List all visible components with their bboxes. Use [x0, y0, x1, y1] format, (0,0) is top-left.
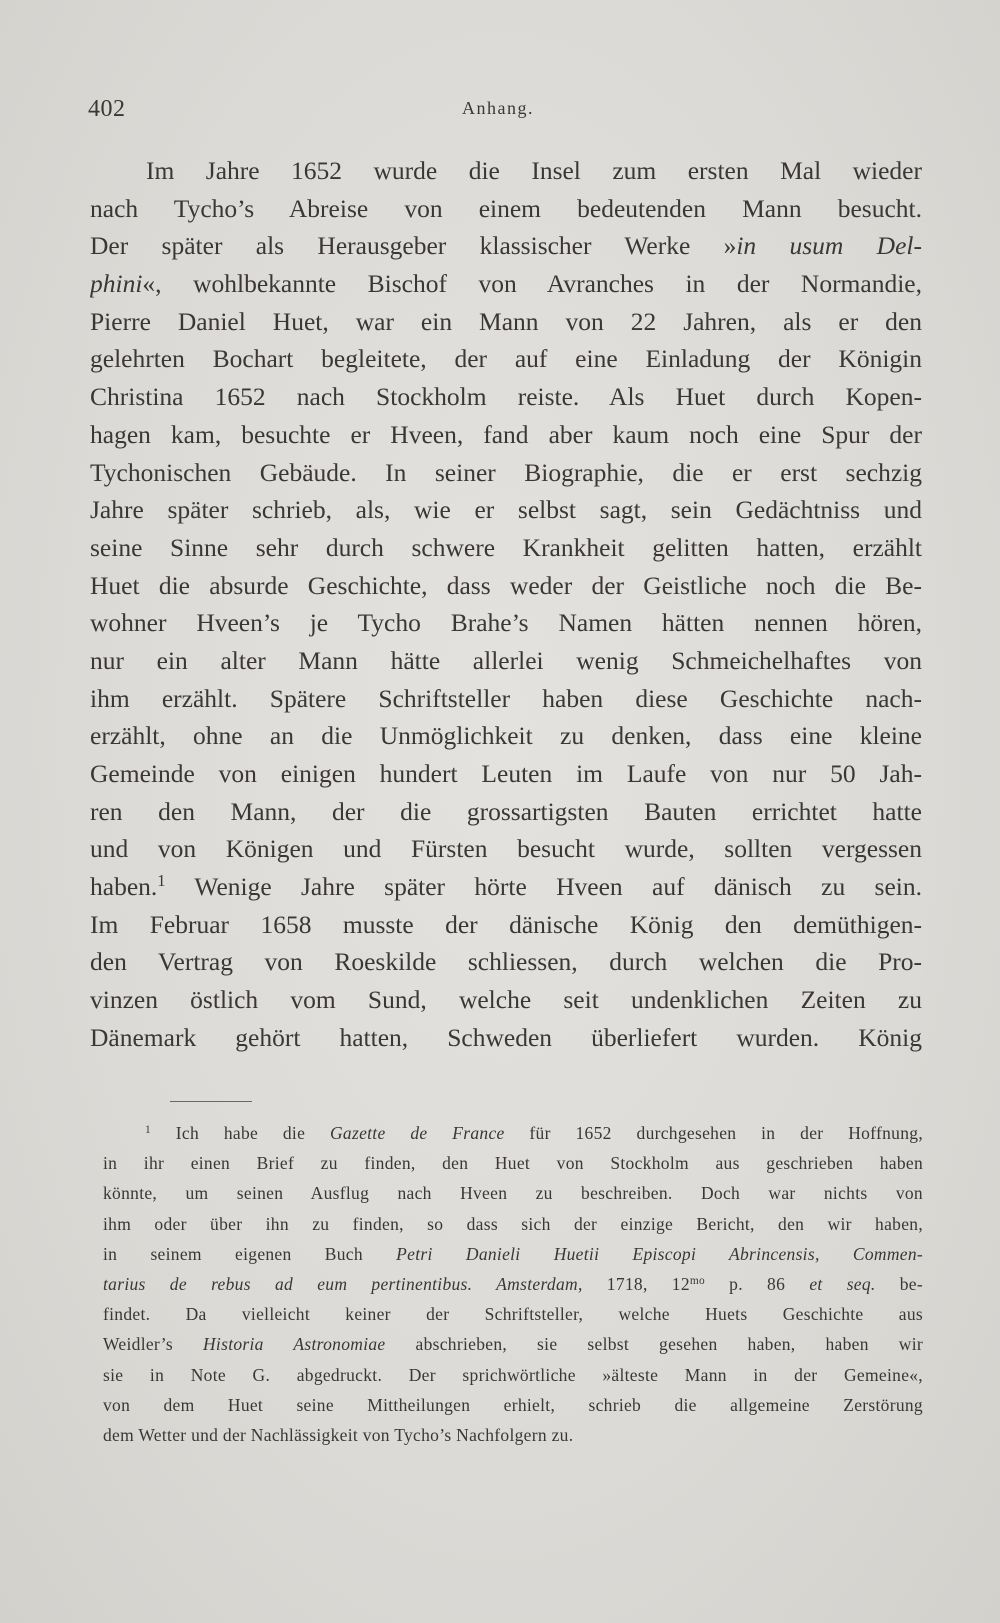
body-line: ihm erzählt. Spätere Schriftsteller haben diese Geschichte nach-: [90, 683, 922, 713]
body-line: Im Februar 1658 musste der dänische König den demüthigen-: [90, 909, 922, 939]
body-line: Im Jahre 1652 wurde die Insel zum ersten Mal wieder: [146, 156, 922, 185]
page-number: 402: [88, 96, 126, 122]
footnote-line: $^1$ Ich habe die Gazette de France für 1652 durchgesehen in der Hoffnung,: [145, 1123, 923, 1143]
body-line: Pierre Daniel Huet, war ein Mann von 22 Jahren, als er den: [90, 306, 922, 336]
footnote-line: dem Wetter und der Nachlässigkeit von Tycho’s Nachfolgern zu.: [103, 1424, 574, 1445]
footnote-line: von dem Huet seine Mittheilungen erhielt, schrieb die allgemeine Zerstörung: [103, 1394, 923, 1415]
footnote: [103, 1118, 923, 1450]
body-line: Christina 1652 nach Stockholm reiste. Als Huet durch Kopen-: [90, 382, 922, 412]
footnote-line: Weidler’s Historia Astronomiae abschrieben, sie selbst gesehen haben, haben wir: [103, 1334, 923, 1355]
body-line: vinzen östlich vom Sund, welche seit undenklichen Zeiten zu: [90, 985, 922, 1015]
footnote-line: sie in Note G. abgedruckt. Der sprichwörtliche »älteste Mann in der Gemeine«,: [103, 1364, 923, 1385]
body-line: Der später als Herausgeber klassischer Werke »in usum Del-: [90, 231, 922, 261]
body-line: und von Königen und Fürsten besucht wurde, sollten vergessen: [90, 834, 922, 864]
footnote-line: könnte, um seinen Ausflug nach Hveen zu beschreiben. Doch war nichts von: [103, 1183, 923, 1204]
body-text: [90, 152, 922, 1057]
footnote-line: in ihr einen Brief zu finden, den Huet von Stockholm aus geschrieben haben: [103, 1153, 923, 1174]
footnote-line: tarius de rebus ad eum pertinentibus. Amsterdam, 1718, $12^{mo}$ p. 86 et seq. be-: [103, 1273, 923, 1294]
body-line: hagen kam, besuchte er Hveen, fand aber kaum noch eine Spur der: [90, 419, 922, 449]
footnote-divider: [170, 1101, 252, 1102]
page-header: [88, 96, 908, 136]
body-line: nach Tycho’s Abreise von einem bedeutenden Mann besucht.: [90, 193, 922, 223]
body-line: Dänemark gehört hatten, Schweden überliefert wurden. König: [90, 1022, 922, 1052]
body-line: nur ein alter Mann hätte allerlei wenig Schmeichelhaftes von: [90, 645, 922, 675]
body-line: gelehrten Bochart begleitete, der auf eine Einladung der Königin: [90, 344, 922, 374]
body-line: wohner Hveen’s je Tycho Brahe’s Namen hätten nennen hören,: [90, 608, 922, 638]
body-line: Gemeinde von einigen hundert Leuten im Laufe von nur 50 Jah-: [90, 759, 922, 788]
body-line: seine Sinne sehr durch schwere Krankheit gelitten hatten, erzählt: [90, 532, 922, 562]
body-line: Jahre später schrieb, als, wie er selbst sagt, sein Gedächtniss und: [90, 495, 922, 525]
running-head: Anhang.: [462, 98, 534, 118]
footnote-line: findet. Da vielleicht keiner der Schriftsteller, welche Huets Geschichte aus: [103, 1304, 923, 1325]
body-line: den Vertrag von Roeskilde schliessen, durch welchen die Pro-: [90, 947, 922, 977]
footnote-line: in seinem eigenen Buch Petri Danieli Huetii Episcopi Abrincensis, Commen-: [103, 1243, 923, 1264]
body-line: phini«, wohlbekannte Bischof von Avranches in der Normandie,: [90, 269, 922, 299]
body-line: Huet die absurde Geschichte, dass weder der Geistliche noch die Be-: [90, 570, 922, 600]
footnote-line: ihm oder über ihn zu finden, so dass sich der einzige Bericht, den wir haben,: [103, 1213, 923, 1234]
body-line: erzählt, ohne an die Unmöglichkeit zu denken, dass eine kleine: [90, 721, 922, 751]
body-line: haben.$^1$ Wenige Jahre später hörte Hveen auf dänisch zu sein.: [90, 870, 922, 902]
body-line: ren den Mann, der die grossartigsten Bauten errichtet hatte: [90, 796, 922, 826]
body-line: Tychonischen Gebäude. In seiner Biographie, die er erst sechzig: [90, 457, 922, 487]
